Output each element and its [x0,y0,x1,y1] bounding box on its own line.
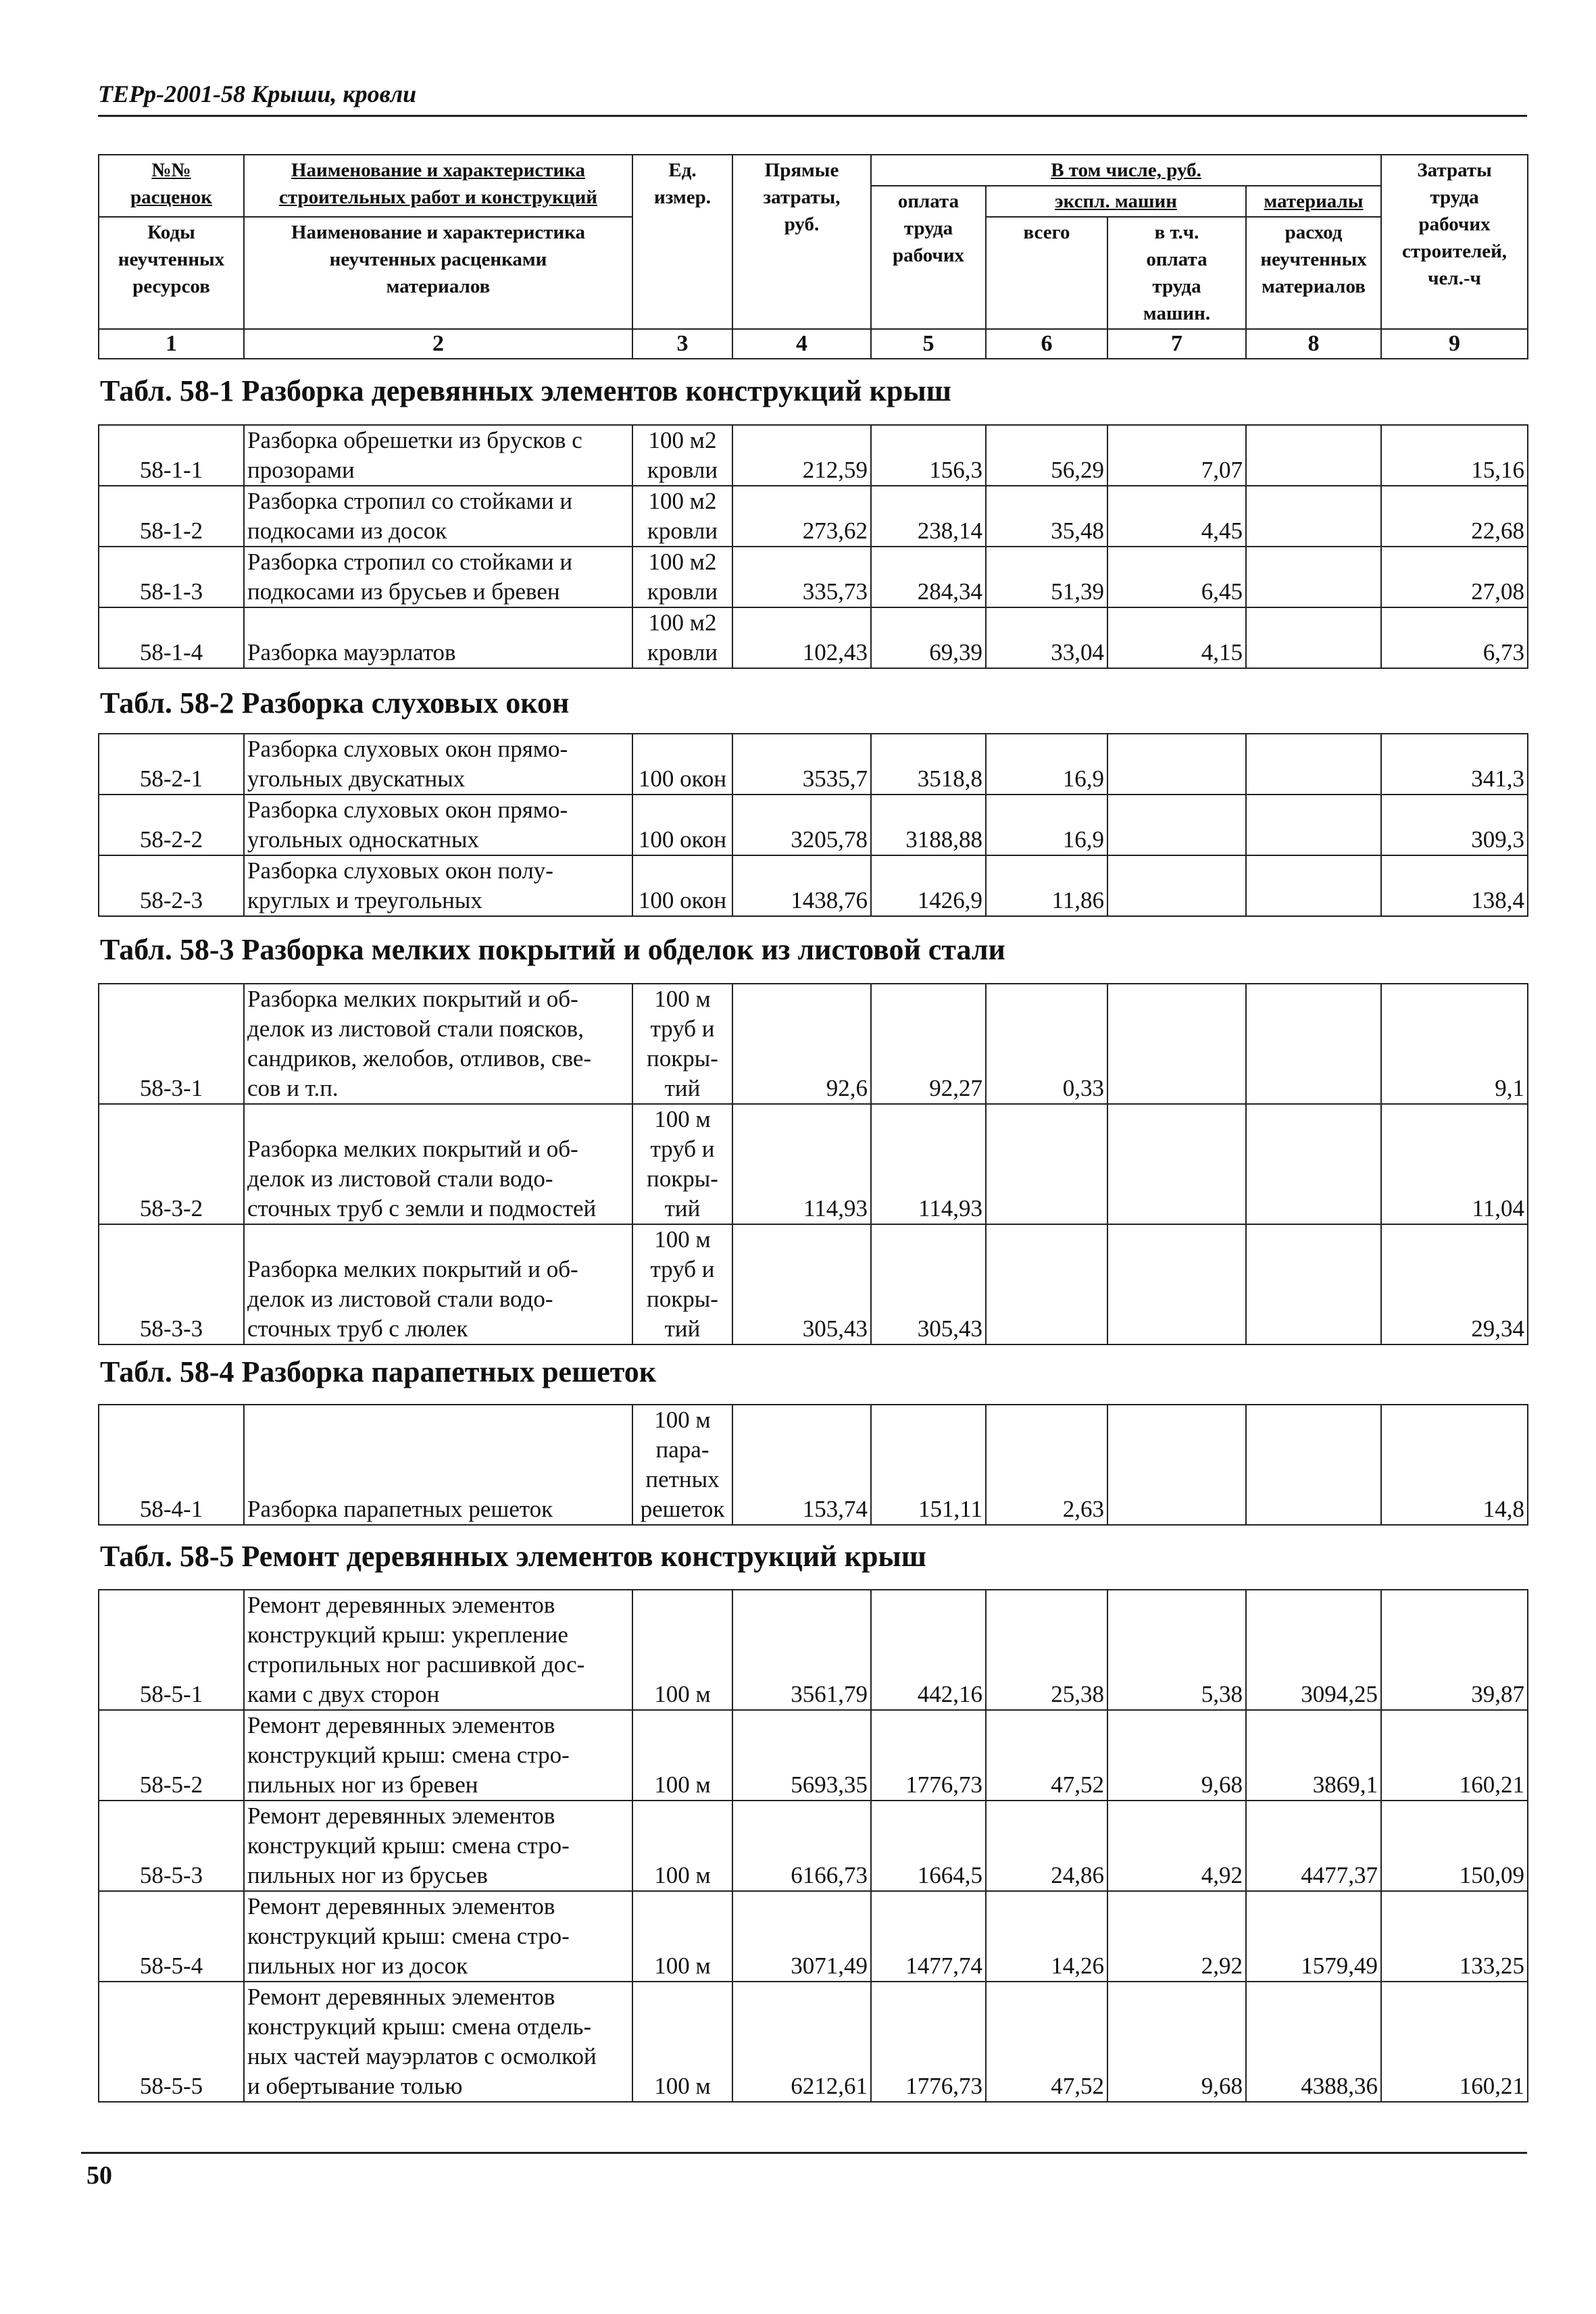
cell-direct-costs: 92,6 [732,984,871,1104]
cell-work-name: Ремонт деревянных элементов конструкций крыш: смена отдель- ных частей мауэрлатов с осмолкой и обертывание толью [244,1982,632,2102]
table-row [99,984,1528,1104]
cell-direct-costs: 114,93 [732,1104,871,1224]
page-number: 50 [86,2161,112,2190]
cell-work-name: Разборка парапетных решеток [244,1405,632,1525]
cell-materials [1246,1405,1381,1525]
cell-machines-labor: 9,68 [1107,1710,1246,1801]
cell-unit: 100 м2 кровли [632,547,732,607]
cell-machines-total: 11,86 [986,855,1107,916]
cell-work-name: Ремонт деревянных элементов конструкций крыш: смена стро- пильных ног из досок [244,1891,632,1982]
cell-labor-hours: 138,4 [1381,855,1528,916]
section-table-58-3 [98,983,1528,1345]
cell-machines-labor: 7,07 [1107,425,1246,486]
section-title: Табл. 58-1 Разборка деревянных элементов конструкций крыш [100,374,951,407]
cell-work-name: Разборка обрешетки из брусков с прозорами [244,425,632,486]
cell-direct-costs: 3205,78 [732,795,871,855]
cell-rate-code: 58-5-1 [99,1590,244,1710]
cell-machines-total: 33,04 [986,607,1107,668]
section-table-58-1 [98,424,1528,669]
cell-work-name: Разборка слуховых окон прямо- угольных двускатных [244,734,632,795]
header-machines-labor: в т.ч. оплата труда машин. [1107,217,1246,329]
cell-labor-hours: 22,68 [1381,486,1528,547]
cell-labor-hours: 11,04 [1381,1104,1528,1224]
cell-machines-total: 47,52 [986,1710,1107,1801]
cell-rate-code: 58-3-2 [99,1104,244,1224]
cell-unit: 100 м [632,1801,732,1891]
cell-rate-code: 58-1-3 [99,547,244,607]
header-direct-costs: Прямые затраты, руб. [732,155,871,329]
cell-materials: 1579,49 [1246,1891,1381,1982]
cell-rate-code: 58-4-1 [99,1405,244,1525]
cell-materials: 4388,36 [1246,1982,1381,2102]
cell-labor-pay: 1776,73 [871,1710,986,1801]
header-materials: материалы [1246,186,1381,217]
cell-machines-labor [1107,855,1246,916]
cell-machines-labor: 4,15 [1107,607,1246,668]
cell-rate-code: 58-3-1 [99,984,244,1104]
cell-rate-code: 58-5-5 [99,1982,244,2102]
cell-machines-labor [1107,795,1246,855]
cell-machines-total [986,1104,1107,1224]
cell-direct-costs: 1438,76 [732,855,871,916]
cell-direct-costs: 3071,49 [732,1891,871,1982]
cell-labor-pay: 238,14 [871,486,986,547]
cell-labor-hours: 29,34 [1381,1224,1528,1344]
table-row [99,1405,1528,1525]
section-table-58-4 [98,1404,1528,1526]
cell-unit: 100 м2 кровли [632,607,732,668]
cell-labor-pay: 1426,9 [871,855,986,916]
cell-unit: 100 м [632,1590,732,1710]
cell-machines-total [986,1224,1107,1344]
table-row [99,734,1528,795]
cell-work-name: Разборка стропил со стойками и подкосами из досок [244,486,632,547]
cell-machines-labor: 4,92 [1107,1801,1246,1891]
cell-materials [1246,547,1381,607]
cell-direct-costs: 102,43 [732,607,871,668]
cell-materials [1246,607,1381,668]
cell-machines-labor [1107,1104,1246,1224]
cell-machines-total: 56,29 [986,425,1107,486]
table-row [99,795,1528,855]
column-number: 7 [1107,329,1246,359]
header-labor-costs: Затраты труда рабочих строителей, чел.-ч [1381,155,1528,329]
header-work-name: Наименование и характеристика строительных работ и конструкций [244,155,632,217]
header-material-name: Наименование и характеристика неучтенных расценками материалов [244,217,632,329]
header-incl-group: В том числе, руб. [871,155,1381,186]
cell-labor-pay: 442,16 [871,1590,986,1710]
cell-rate-code: 58-1-4 [99,607,244,668]
section-title: Табл. 58-5 Ремонт деревянных элементов конструкций крыш [100,1540,926,1573]
cell-materials [1246,486,1381,547]
cell-labor-hours: 160,21 [1381,1982,1528,2102]
cell-direct-costs: 3561,79 [732,1590,871,1710]
cell-machines-total: 25,38 [986,1590,1107,1710]
column-number: 1 [99,329,244,359]
cell-direct-costs: 6212,61 [732,1982,871,2102]
cell-work-name: Разборка слуховых окон полу- круглых и треугольных [244,855,632,916]
column-number: 2 [244,329,632,359]
cell-unit: 100 м пара- петных решеток [632,1405,732,1525]
header-rate-number: №№ расценок [99,155,244,217]
table-row [99,1590,1528,1710]
header-machines: экспл. машин [986,186,1246,217]
cell-machines-labor: 5,38 [1107,1590,1246,1710]
cell-materials [1246,734,1381,795]
table-row [99,547,1528,607]
header-resource-codes: Коды неучтенных ресурсов [99,217,244,329]
section-table-58-2 [98,733,1528,917]
cell-machines-total: 2,63 [986,1405,1107,1525]
column-number: 6 [986,329,1107,359]
cell-labor-hours: 309,3 [1381,795,1528,855]
cell-work-name: Разборка мелких покрытий и об- делок из листовой стали водо- сточных труб с люлек [244,1224,632,1344]
cell-unit: 100 окон [632,734,732,795]
cell-machines-labor [1107,1405,1246,1525]
cell-labor-hours: 160,21 [1381,1710,1528,1801]
cell-direct-costs: 305,43 [732,1224,871,1344]
cell-machines-total: 14,26 [986,1891,1107,1982]
header-unit: Ед. измер. [632,155,732,329]
table-row [99,1982,1528,2102]
section-title: Табл. 58-4 Разборка парапетных решеток [100,1355,657,1388]
cell-work-name: Разборка мелких покрытий и об- делок из листовой стали поясков, сандриков, желобов, отливов, све- сов и т.п. [244,984,632,1104]
cell-labor-hours: 15,16 [1381,425,1528,486]
column-header-table [98,154,1528,359]
footer-rule [81,2152,1527,2154]
table-row [99,607,1528,668]
header-labor-pay: оплата труда рабочих [871,186,986,329]
cell-labor-pay: 1477,74 [871,1891,986,1982]
cell-materials [1246,795,1381,855]
cell-rate-code: 58-1-2 [99,486,244,547]
table-row [99,486,1528,547]
cell-rate-code: 58-2-2 [99,795,244,855]
cell-machines-labor: 4,45 [1107,486,1246,547]
cell-machines-labor: 2,92 [1107,1891,1246,1982]
header-machines-total: всего [986,217,1107,329]
cell-labor-hours: 14,8 [1381,1405,1528,1525]
cell-labor-pay: 156,3 [871,425,986,486]
cell-labor-hours: 39,87 [1381,1590,1528,1710]
table-row [99,1104,1528,1224]
cell-materials: 4477,37 [1246,1801,1381,1891]
cell-rate-code: 58-2-1 [99,734,244,795]
cell-unit: 100 окон [632,795,732,855]
cell-labor-hours: 133,25 [1381,1891,1528,1982]
cell-unit: 100 м [632,1982,732,2102]
section-title: Табл. 58-3 Разборка мелких покрытий и обделок из листовой стали [100,933,1005,966]
cell-labor-pay: 114,93 [871,1104,986,1224]
table-row [99,1891,1528,1982]
cell-materials [1246,855,1381,916]
header-rule [98,115,1527,117]
cell-rate-code: 58-5-3 [99,1801,244,1891]
cell-rate-code: 58-3-3 [99,1224,244,1344]
section-table-58-5 [98,1589,1528,2103]
cell-labor-pay: 305,43 [871,1224,986,1344]
cell-direct-costs: 153,74 [732,1405,871,1525]
cell-machines-labor [1107,734,1246,795]
column-number: 3 [632,329,732,359]
cell-work-name: Ремонт деревянных элементов конструкций крыш: укрепление стропильных ног расшивкой дос- ками с двух сторон [244,1590,632,1710]
cell-machines-labor [1107,984,1246,1104]
table-row [99,1224,1528,1344]
cell-labor-hours: 150,09 [1381,1801,1528,1891]
cell-labor-pay: 1776,73 [871,1982,986,2102]
cell-machines-total: 24,86 [986,1801,1107,1891]
cell-labor-pay: 3518,8 [871,734,986,795]
cell-unit: 100 м [632,1891,732,1982]
cell-materials [1246,425,1381,486]
column-number: 8 [1246,329,1381,359]
cell-machines-labor: 9,68 [1107,1982,1246,2102]
table-row [99,1801,1528,1891]
cell-direct-costs: 3535,7 [732,734,871,795]
cell-work-name: Ремонт деревянных элементов конструкций крыш: смена стро- пильных ног из брусьев [244,1801,632,1891]
column-number: 5 [871,329,986,359]
cell-machines-total: 16,9 [986,734,1107,795]
section-title: Табл. 58-2 Разборка слуховых окон [100,686,570,720]
cell-labor-pay: 151,11 [871,1405,986,1525]
column-number: 9 [1381,329,1528,359]
cell-materials [1246,984,1381,1104]
table-row [99,1710,1528,1801]
cell-unit: 100 м2 кровли [632,486,732,547]
running-header: ТЕРр-2001-58 Крыши, кровли [98,80,417,107]
cell-unit: 100 м2 кровли [632,425,732,486]
cell-labor-pay: 3188,88 [871,795,986,855]
cell-direct-costs: 273,62 [732,486,871,547]
cell-rate-code: 58-2-3 [99,855,244,916]
cell-machines-total: 51,39 [986,547,1107,607]
column-number: 4 [732,329,871,359]
cell-direct-costs: 5693,35 [732,1710,871,1801]
cell-materials [1246,1224,1381,1344]
cell-labor-hours: 9,1 [1381,984,1528,1104]
cell-machines-labor: 6,45 [1107,547,1246,607]
cell-unit: 100 м труб и покры- тий [632,984,732,1104]
cell-labor-pay: 284,34 [871,547,986,607]
cell-work-name: Разборка мауэрлатов [244,607,632,668]
cell-unit: 100 окон [632,855,732,916]
cell-labor-pay: 69,39 [871,607,986,668]
table-row [99,855,1528,916]
cell-rate-code: 58-5-2 [99,1710,244,1801]
cell-work-name: Разборка мелких покрытий и об- делок из листовой стали водо- сточных труб с земли и подмостей [244,1104,632,1224]
cell-machines-total: 47,52 [986,1982,1107,2102]
cell-machines-total: 0,33 [986,984,1107,1104]
cell-materials: 3869,1 [1246,1710,1381,1801]
cell-labor-hours: 27,08 [1381,547,1528,607]
cell-rate-code: 58-1-1 [99,425,244,486]
cell-work-name: Разборка слуховых окон прямо- угольных односкатных [244,795,632,855]
cell-materials [1246,1104,1381,1224]
cell-work-name: Разборка стропил со стойками и подкосами из брусьев и бревен [244,547,632,607]
cell-work-name: Ремонт деревянных элементов конструкций крыш: смена стро- пильных ног из бревен [244,1710,632,1801]
cell-labor-pay: 1664,5 [871,1801,986,1891]
cell-direct-costs: 335,73 [732,547,871,607]
header-materials-consumption: расход неучтенных материалов [1246,217,1381,329]
cell-machines-total: 16,9 [986,795,1107,855]
table-row [99,425,1528,486]
cell-labor-pay: 92,27 [871,984,986,1104]
cell-labor-hours: 341,3 [1381,734,1528,795]
cell-unit: 100 м труб и покры- тий [632,1224,732,1344]
cell-machines-total: 35,48 [986,486,1107,547]
cell-unit: 100 м труб и покры- тий [632,1104,732,1224]
cell-direct-costs: 212,59 [732,425,871,486]
cell-labor-hours: 6,73 [1381,607,1528,668]
cell-direct-costs: 6166,73 [732,1801,871,1891]
cell-rate-code: 58-5-4 [99,1891,244,1982]
cell-unit: 100 м [632,1710,732,1801]
cell-machines-labor [1107,1224,1246,1344]
cell-materials: 3094,25 [1246,1590,1381,1710]
